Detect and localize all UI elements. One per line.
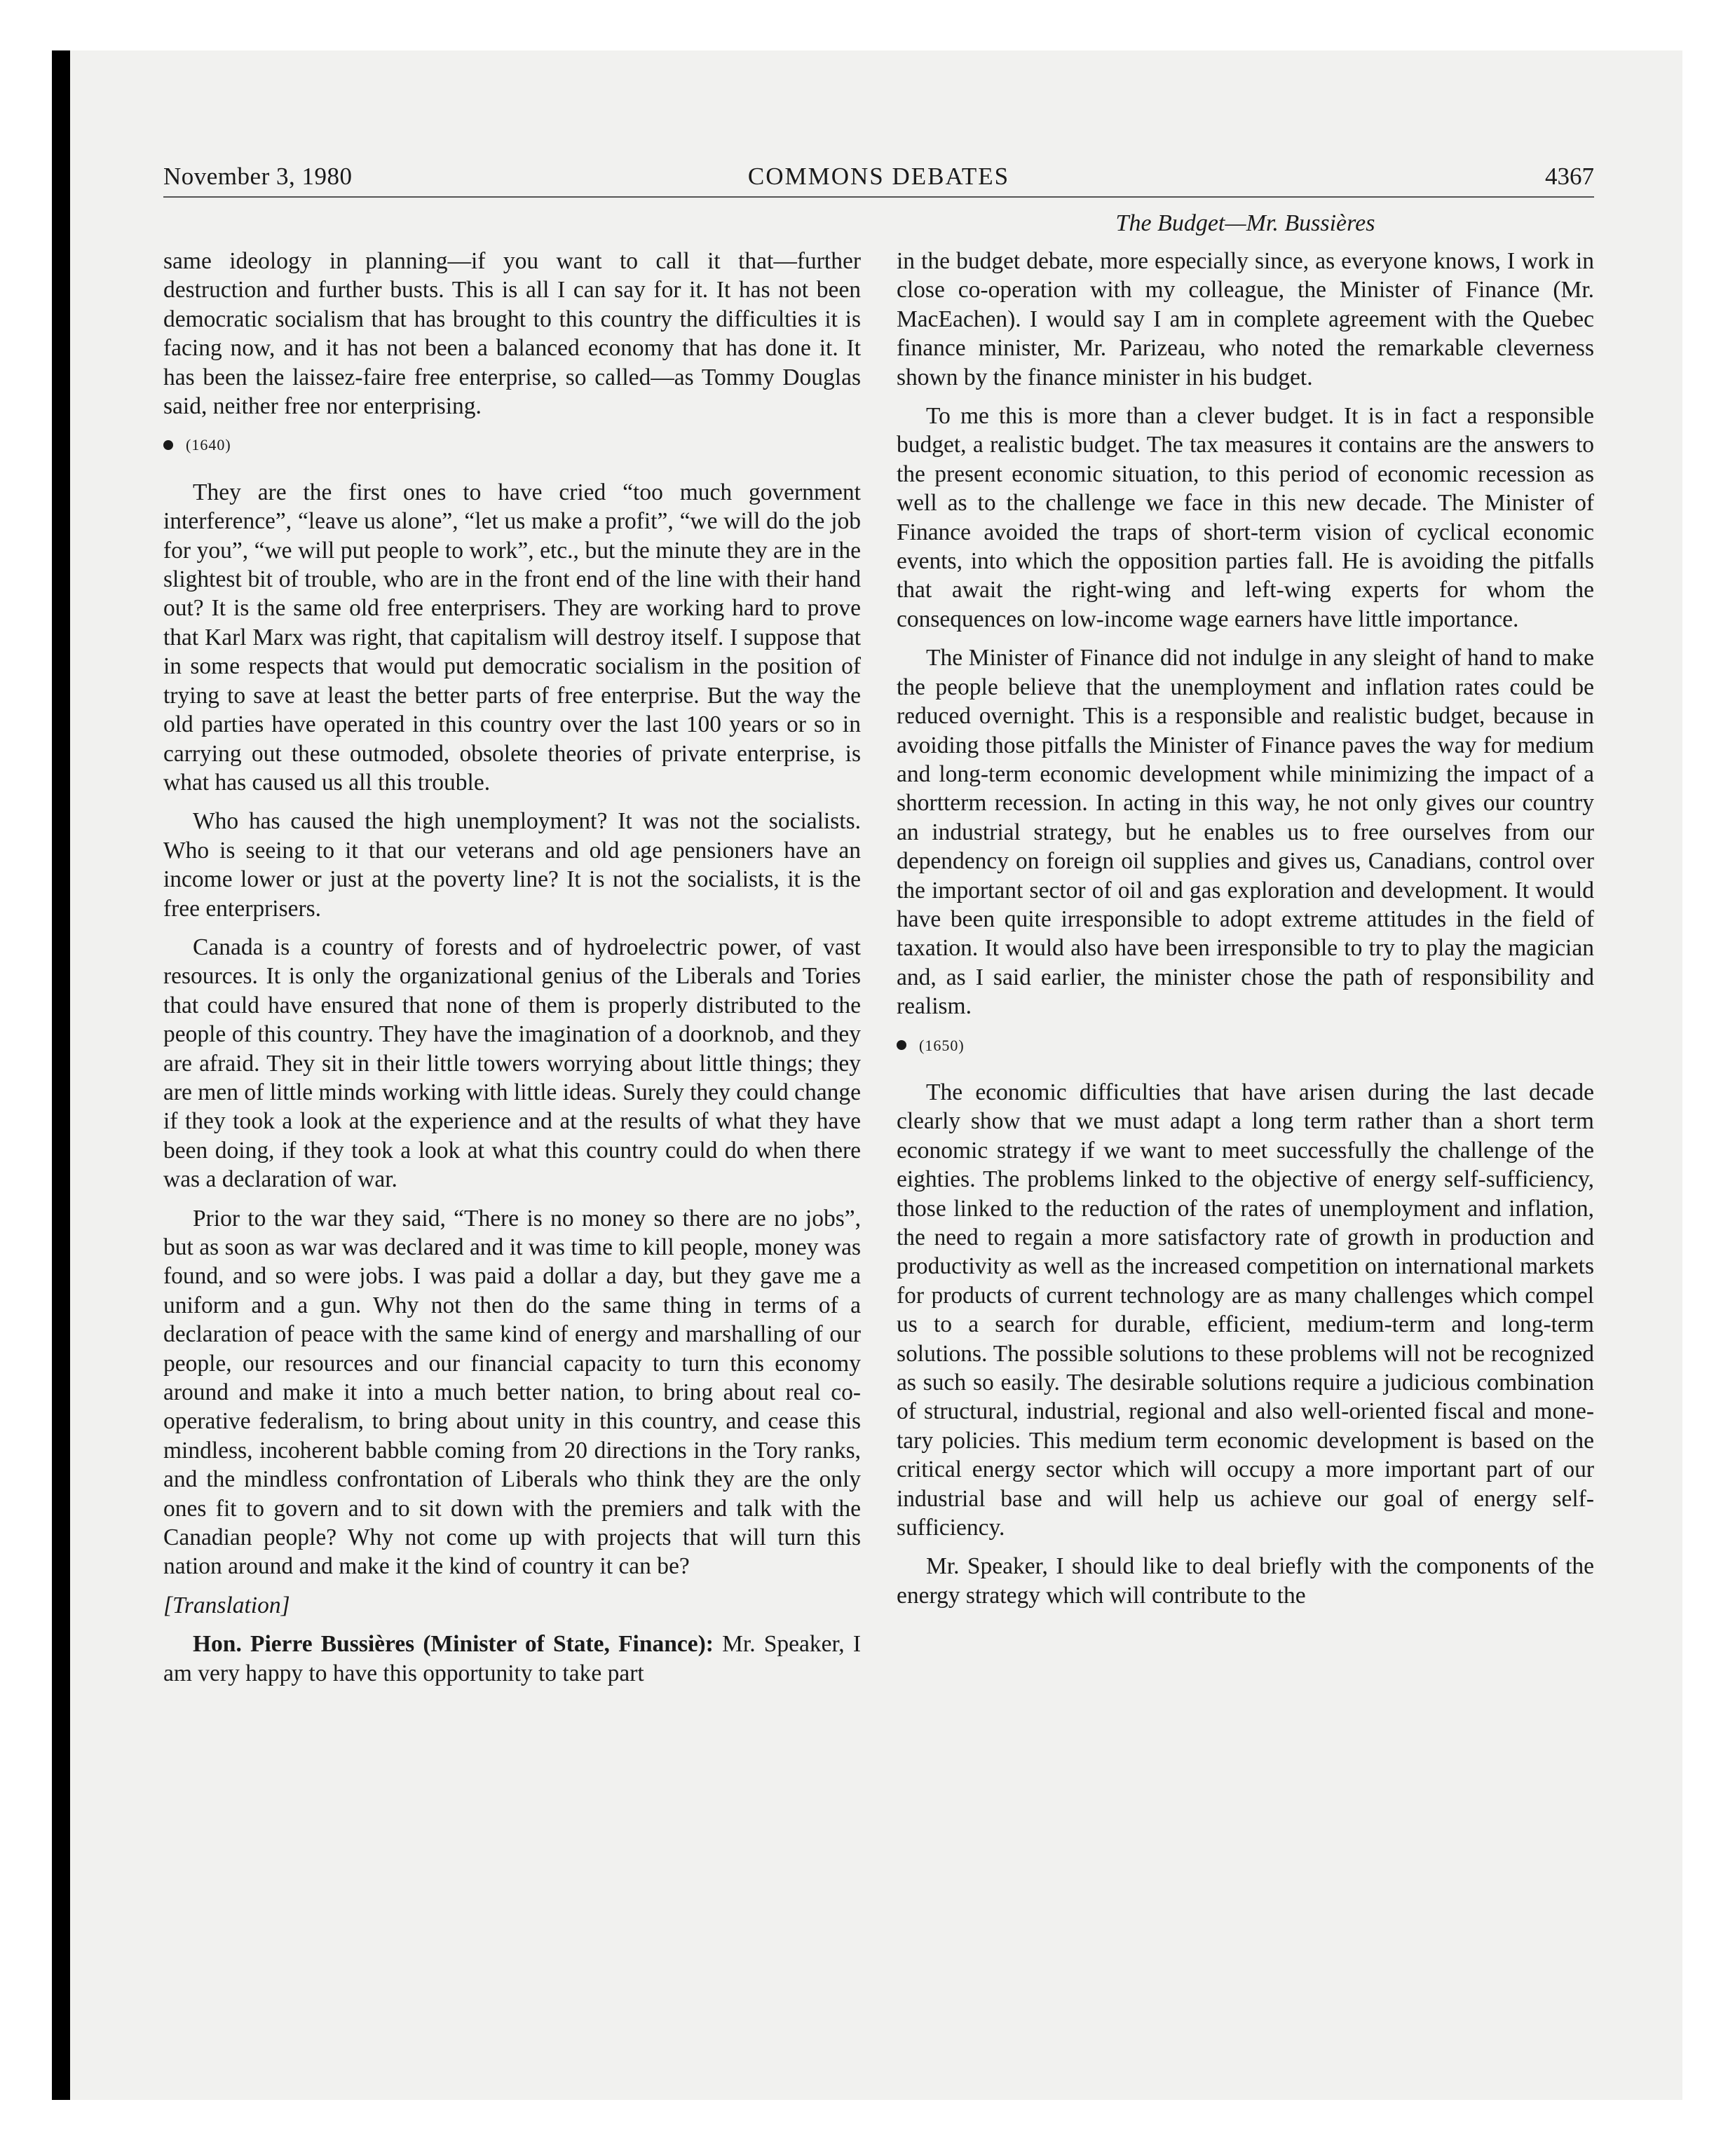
- paragraph: Canada is a country of forests and of hydroelectric power, of vast resources. It is only the organizational genius of the Liberals and Tories that could have ensured that none of them is properly distributed to the people of this country. They have the imagination of a doorknob, and they are afraid. They sit in their little towers worrying about little things; they are men of little minds working with little ideas. Surely they could change if they took a look at the experience and at the results of what they have been doing, if they took a look at what this country could do when there was a declaration of war.: [163, 934, 861, 1193]
- paragraph: Who has caused the high unemployment? It was not the socialists. Who is seeing to it that our veterans and old age pensioners have an income lower or just at the poverty line? It is not the socialists, it is the free enterprisers.: [163, 808, 861, 922]
- header-title: COMMONS DEBATES: [747, 163, 1010, 190]
- paragraph: The economic difficulties that have arisen during the last decade clearly show that we must adapt a long term rather than a short term economic strategy if we want to meet successfully the challenge of the eighties. The problems linked to the objective of energy self-sufficiency, those linked to the reduction of the rates of unemployment and inflation, the need to regain a more satisfactory rate of growth in production and productivity as well as the increased competition on international markets for products of current technology are as many challenges which compel us to a search for durable, efficient, medium-term and long-term solutions. The possible solutions to these problems will not be recognized as such so easily. The desirable solutions require a judicious combination of structural, industrial, regional and also well-oriented fiscal and monetary policies. This medium term economic development is based on the critical energy sector which will occupy a more important part of our industrial base and will help us achieve our goal of energy self-sufficiency.: [897, 1079, 1594, 1541]
- paragraph: The Minister of Finance did not indulge in any sleight of hand to make the people believe that the unemployment and inflation rates could be reduced overnight. This is a responsible and realistic budget, because in avoiding those pitfalls the Minister of Finance paves the way for medium and long-term economic development while minimizing the impact of a shortterm recession. In acting in this way, he not only gives our country an industrial strategy, but he enables us to free ourselves from our dependency on foreign oil supplies and gives us, Canadians, control over the important sector of oil and gas exploration and development. It would have been quite irresponsible to adopt extreme attitudes in the field of taxation. It would also have been irresponsible to try to play the magician and, as I said earlier, the minister chose the path of responsibility and realism.: [897, 645, 1594, 1020]
- speaker-name: Hon. Pierre Bussières (Minister of State, Finance):: [193, 1631, 714, 1658]
- time-marker: [897, 1031, 1594, 1060]
- speaker-paragraph: [163, 1630, 861, 1688]
- scan-edge: [52, 50, 70, 2100]
- page-header: [163, 160, 1594, 198]
- bullet-icon: [897, 1040, 906, 1050]
- paragraph: same ideology in planning—if you want to call it that—further destruction and further busts. This is all I can say for it. It has not been democratic socialism that has brought to this country the difficulties it is facing now, and it has not been a balanced economy that has done it. It has been the laissez-faire free enterprise, so called—as Tommy Douglas said, neither free nor enterprising.: [163, 248, 861, 420]
- translation-label: [Translation]: [163, 1592, 290, 1618]
- running-head: The Budget—Mr. Bussières: [1115, 210, 1375, 236]
- paragraph: in the budget debate, more especially since, as everyone knows, I work in close co-operation with my colleague, the Minister of Finance (Mr. MacEachen). I would say I am in complete agreement with the Quebec finance minister, Mr. Parizeau, who noted the remarkable cleverness shown by the finance minister in his budget.: [897, 248, 1594, 390]
- speaker-text: Mr. Speaker, I am very happy to have this opportunity to take part: [163, 1631, 861, 1686]
- paragraph: To me this is more than a clever budget. It is in fact a responsible budget, a realistic budget. The tax measures it contains are the answers to the present economic situation, to this period of economic recession as well as to the challenge we face in this new decade. The Minister of Finance avoided the traps of short-term vision of cyclical economic events, into which the opposition parties fall. He is avoiding the pitfalls that await the right-wing and left-wing experts for whom the consequences on low-income wage earners have little importance.: [897, 403, 1594, 632]
- paragraph: Mr. Speaker, I should like to deal briefly with the components of the energy strategy which will contribute to the: [897, 1553, 1594, 1609]
- paragraph: They are the first ones to have cried “too much government interference”, “leave us alone”, “let us make a profit”, “we will do the job for you”, “we will put people to work”, etc., but the minute they are in the slightest bit of trouble, who are in the front end of the line with their hand out? It is the same old free enterprisers. They are working hard to prove that Karl Marx was right, that capitalism will destroy itself. I suppose that in some respects that would put democratic socialism in the position of trying to save at least the better parts of free enterprise. But the way the old parties have operated in this country over the last 100 years or so in carrying out these outmoded, obsolete theories of private enterprise, is what has caused us all this trouble.: [163, 479, 861, 796]
- paragraph: Prior to the war they said, “There is no money so there are no jobs”, but as soon as war was declared and it was time to kill people, money was found, and so were jobs. I was paid a dollar a day, but they gave me a uniform and a gun. Why not then do the same thing in terms of a declaration of peace with the same kind of energy and marshalling of our people, our resources and our financial capacity to turn this economy around and make it into a much better nation, to bring about real co-operative federalism, to bring about unity in this country, and cease this mindless, incoherent babble coming from 20 directions in the Tory ranks, and the mindless confrontation of Liberals who think they are the only ones fit to govern and to sit down with the premiers and talk with the Canadian people? Why not come up with projects that will turn this nation around and make it the kind of country it can be?: [163, 1205, 861, 1580]
- time-marker-label: (1640): [186, 436, 231, 454]
- left-column: [163, 247, 861, 1698]
- bullet-icon: [163, 440, 173, 450]
- time-marker-label: (1650): [919, 1036, 965, 1054]
- time-marker: [163, 430, 861, 459]
- page-number: 4367: [1545, 163, 1594, 190]
- right-column: [897, 247, 1594, 1620]
- header-date: November 3, 1980: [163, 163, 353, 190]
